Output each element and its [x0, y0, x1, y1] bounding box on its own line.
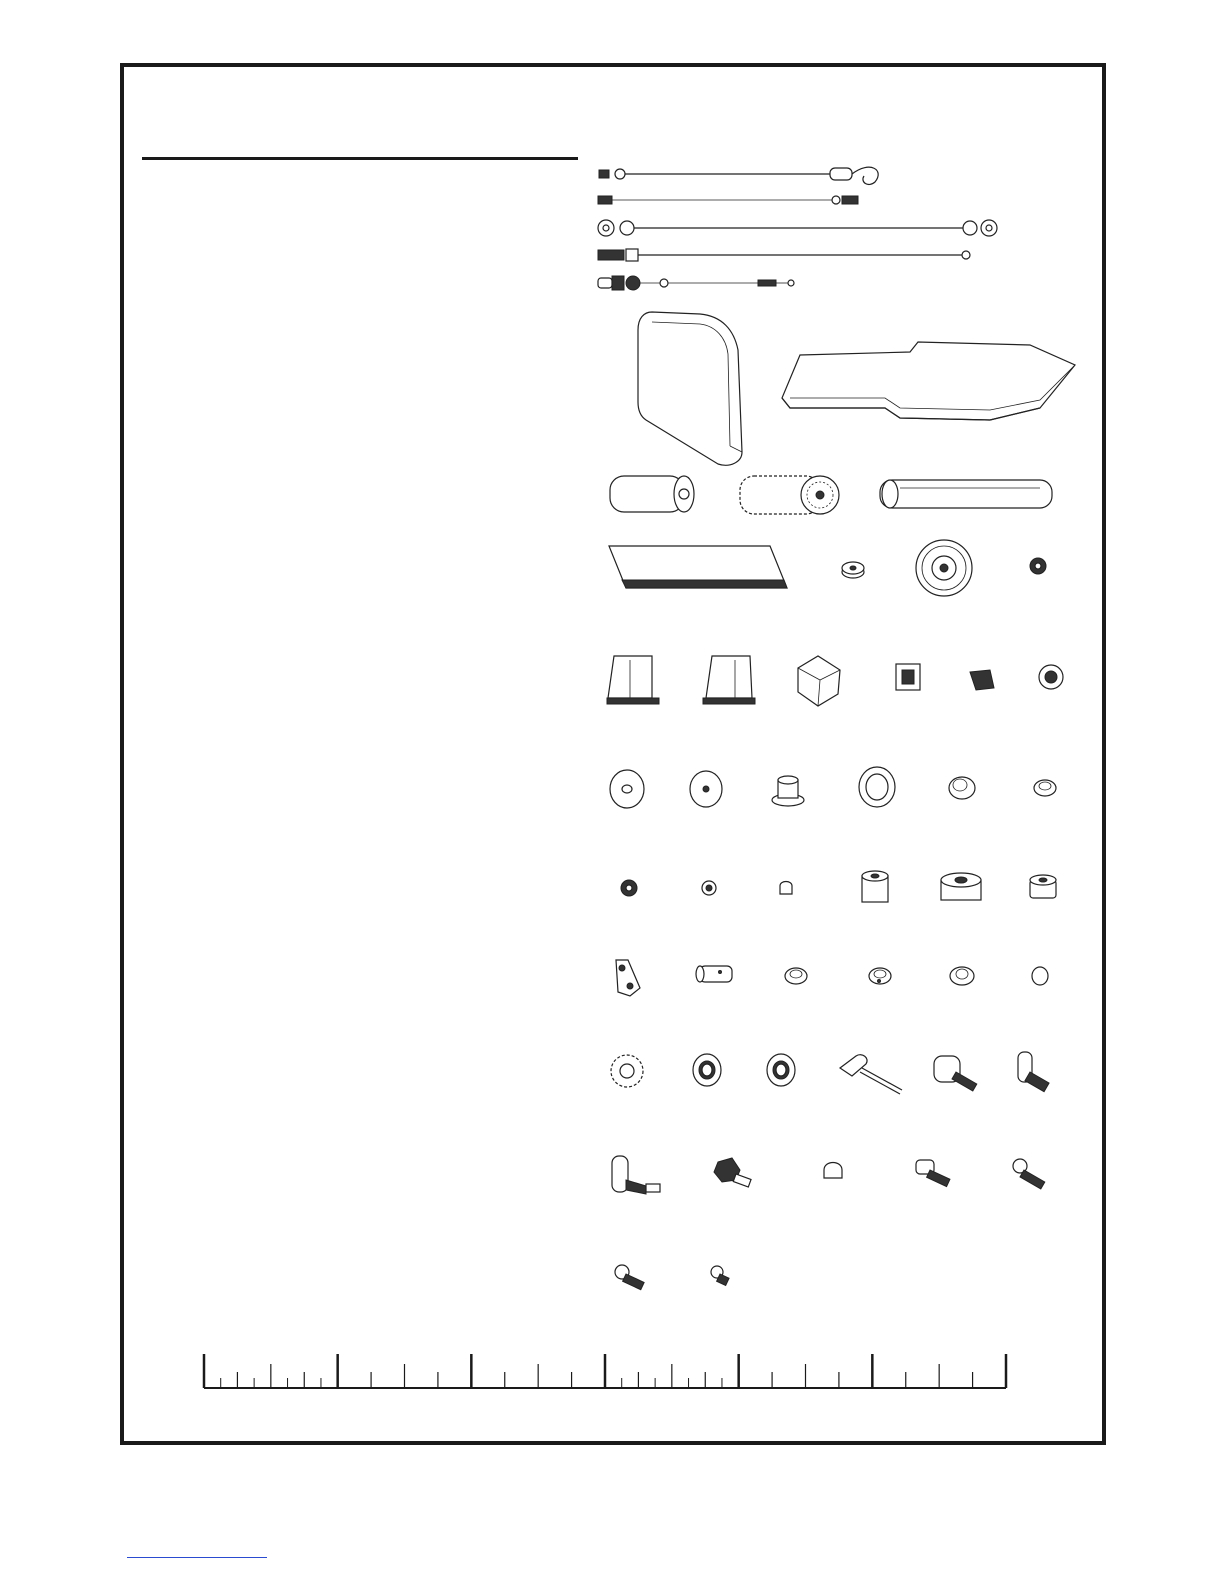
foam-roller: [610, 476, 694, 512]
flat-washer-medium: [690, 771, 722, 807]
round-grommet: [1039, 665, 1063, 689]
cable-5: [598, 276, 794, 290]
lock-collar-a: [785, 968, 807, 984]
pin-sleeve: [696, 966, 732, 982]
pop-pin-a: [1018, 1052, 1049, 1092]
foot-cap-left: [607, 656, 659, 704]
cable-3: [598, 220, 997, 236]
pop-pin-b: [612, 1156, 660, 1194]
dome-nut: [780, 882, 792, 895]
grip-strip: [609, 546, 787, 588]
lock-washer-a: [693, 1054, 721, 1086]
socket-cap-bolt-a: [1013, 1159, 1045, 1189]
link-plate: [616, 960, 640, 996]
small-spacer: [842, 562, 864, 578]
back-pad: [638, 312, 742, 465]
flanged-bushing: [772, 776, 804, 806]
nut-insert: [1030, 558, 1046, 574]
cable-4: [598, 249, 970, 261]
foot-cap-right: [703, 656, 755, 704]
t-handle-pin: [840, 1055, 902, 1094]
measurement-ruler: [204, 1354, 1006, 1388]
seat-pad: [782, 342, 1075, 420]
cable-1: [599, 167, 878, 184]
cap-nut: [702, 881, 716, 895]
shoulder-bolt: [916, 1160, 950, 1187]
square-cap-small: [970, 670, 994, 690]
nylon-bushing: [1034, 780, 1056, 796]
socket-cap-bolt-b: [615, 1265, 644, 1290]
long-roller: [880, 480, 1052, 508]
footer-link-underline: [127, 1557, 267, 1558]
snap-ring: [1032, 967, 1048, 985]
knob-bolt: [934, 1056, 977, 1091]
square-cap-large: [798, 656, 840, 706]
hex-nut-small: [621, 880, 637, 896]
lock-collar-c: [950, 967, 974, 985]
round-spacer: [1030, 875, 1056, 898]
flat-washer-large: [610, 770, 644, 808]
flanged-sleeve: [949, 777, 975, 799]
cable-2: [598, 196, 858, 204]
square-cap-medium: [896, 664, 920, 690]
bearing-ring: [859, 767, 895, 807]
socket-cap-bolt-c: [711, 1266, 729, 1285]
end-cap: [824, 1163, 842, 1179]
knurled-roller: [740, 476, 839, 514]
star-washer: [611, 1055, 643, 1087]
lock-washer-b: [767, 1054, 795, 1086]
thick-spacer: [941, 873, 981, 900]
tall-spacer: [862, 871, 888, 902]
adjustment-knob: [714, 1158, 751, 1187]
pulley: [916, 540, 972, 596]
lock-collar-b: [869, 968, 891, 984]
